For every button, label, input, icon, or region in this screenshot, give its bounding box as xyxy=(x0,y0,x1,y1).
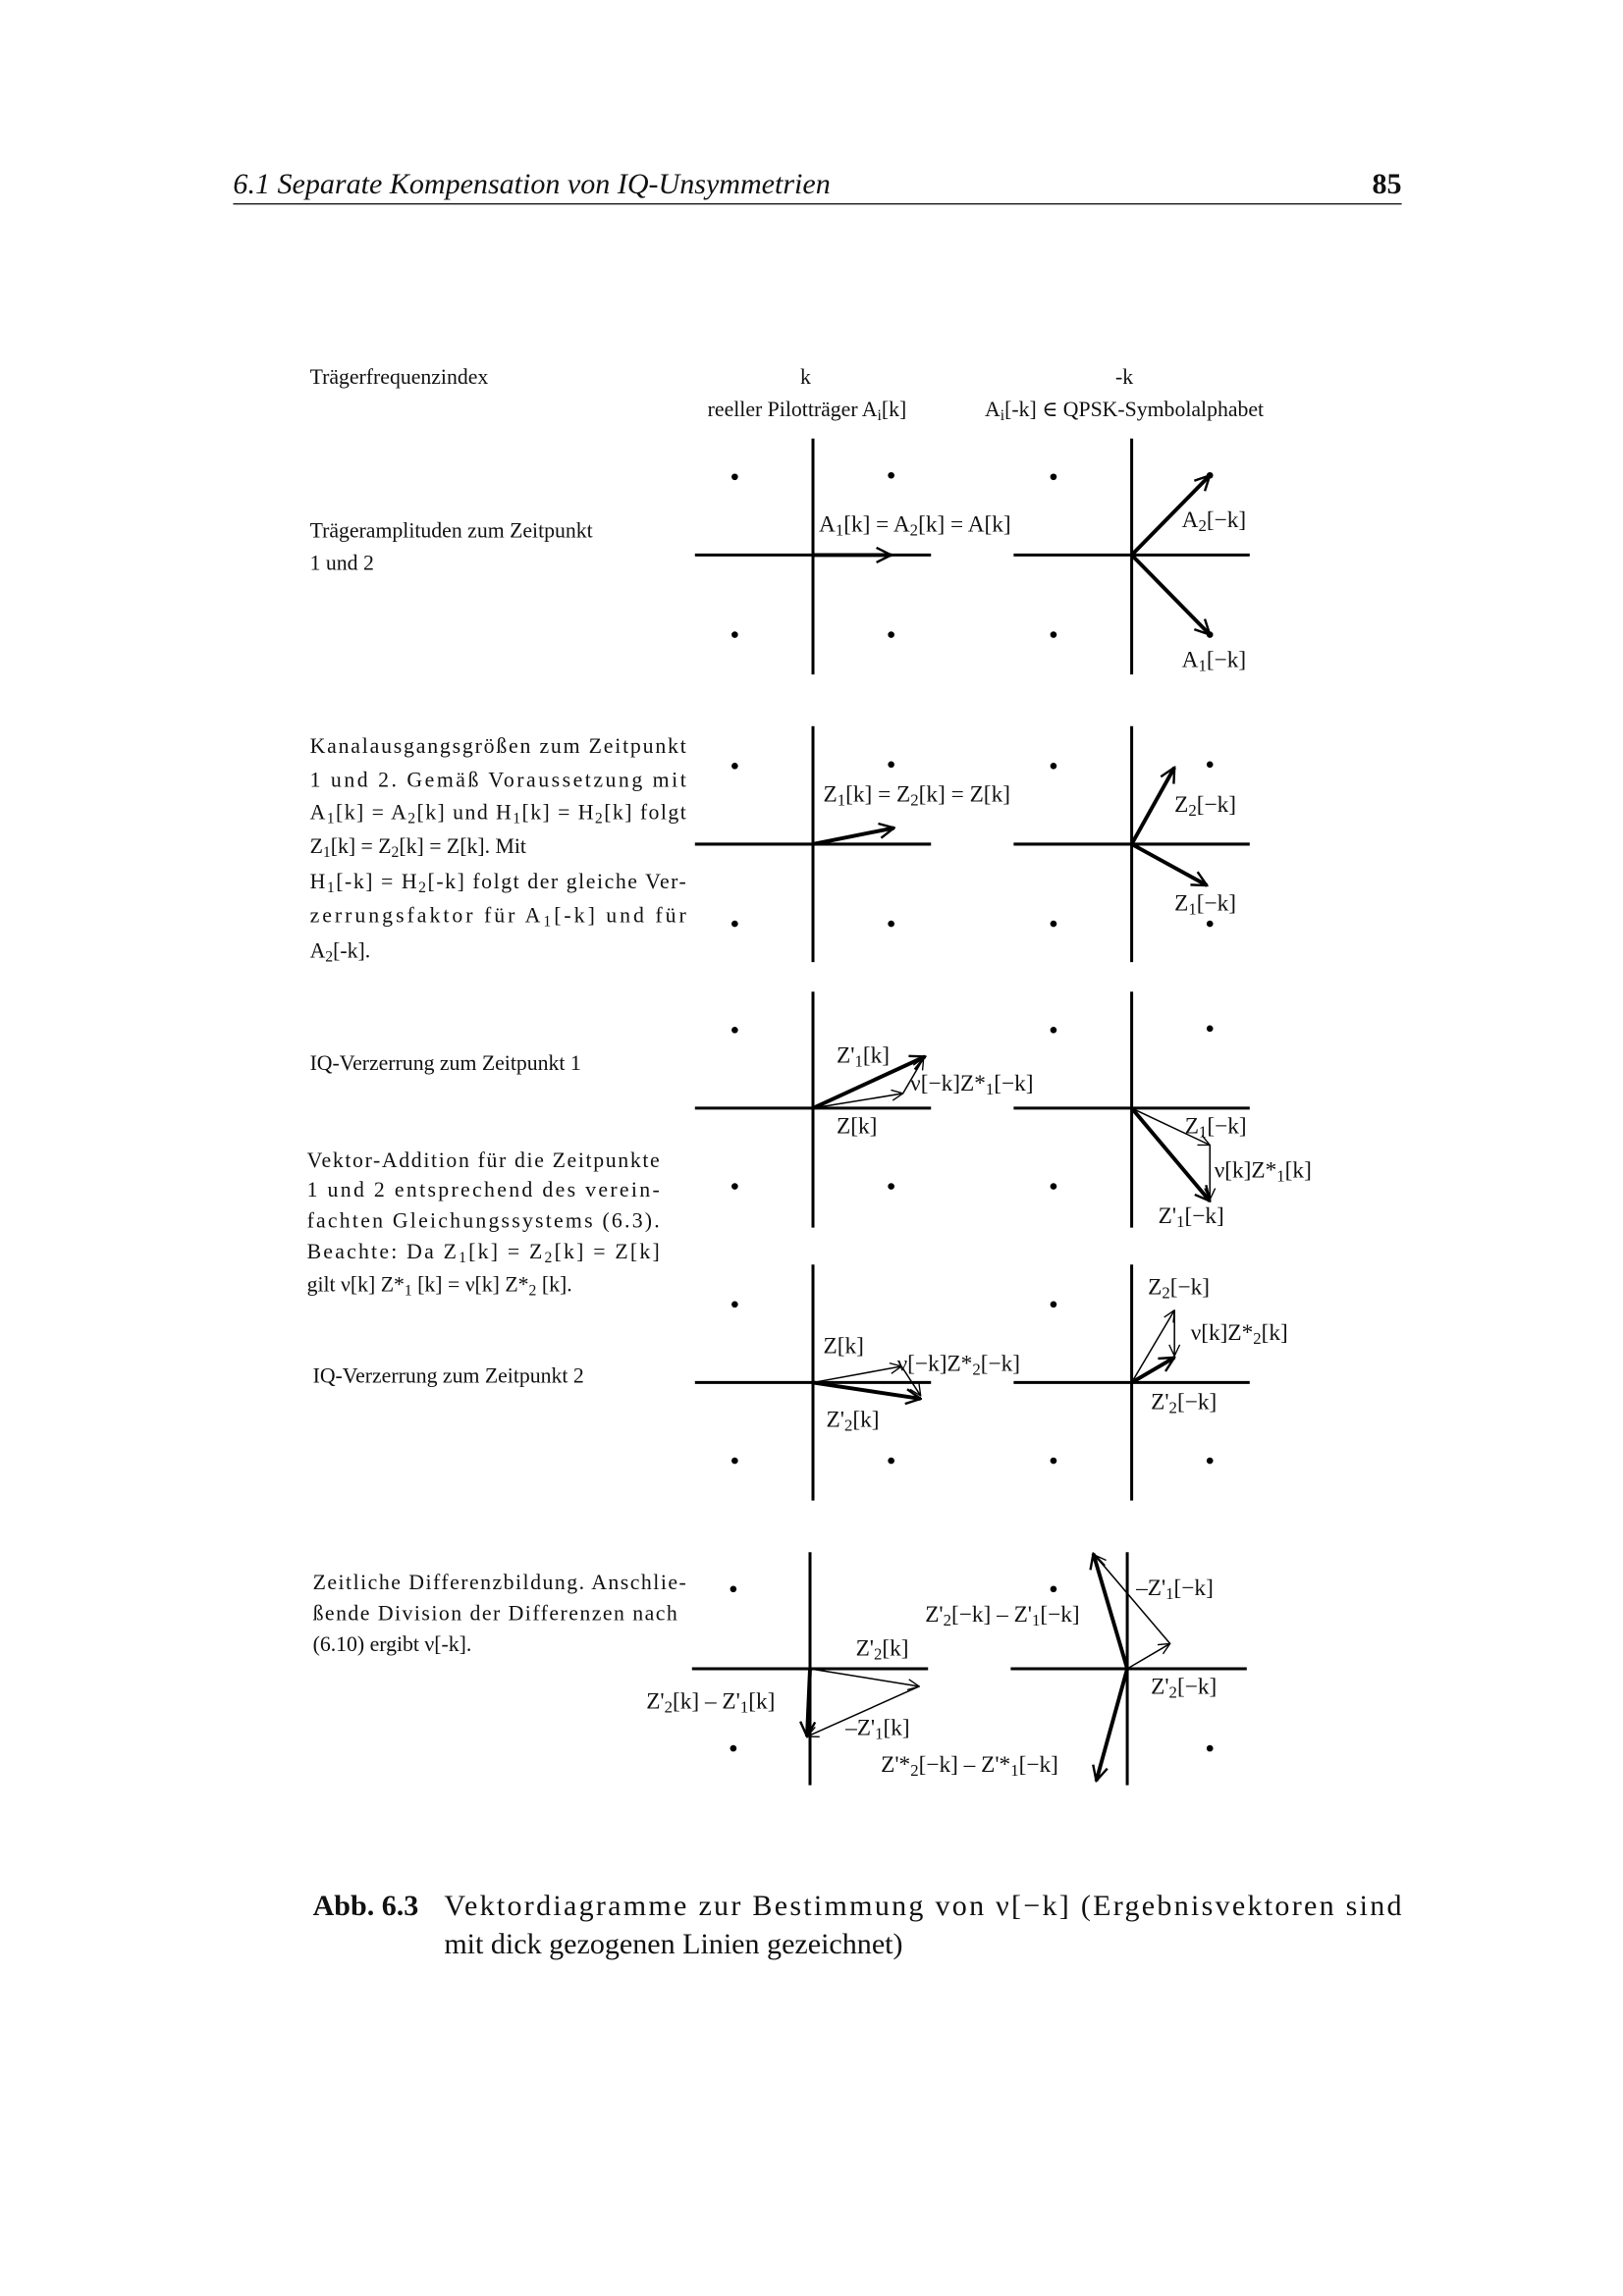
note-line: Vektor-Addition für die Zeitpunkte xyxy=(306,1148,660,1173)
caption-line: mit dick gezogenen Linien gezeichnet) xyxy=(444,1926,903,1960)
caption-line: Vektordiagramme zur Bestimmung von ν[−k] (Ergebnisvektoren sind xyxy=(444,1888,1402,1922)
column-desc-minus-k: Ai[-k] ∈ QPSK-Symbolalphabet xyxy=(985,398,1265,425)
vector-addition-note xyxy=(307,1148,660,1299)
constellation-dot xyxy=(731,1301,738,1308)
caption-label: Abb. 6.3 xyxy=(312,1888,419,1922)
vector-zp2-k xyxy=(813,1382,921,1399)
constellation-dot xyxy=(888,1458,894,1465)
note-line: fachten Gleichungssystems (6.3). xyxy=(306,1208,660,1233)
constellation-dot xyxy=(1207,921,1214,928)
constellation-dot xyxy=(1207,1745,1214,1752)
constellation-dot xyxy=(888,631,894,638)
row2-text-line: Kanalausgangsgrößen zum Zeitpunkt xyxy=(309,733,686,758)
label-z-k: Z[k] xyxy=(823,1333,864,1360)
label-z2-minus-k: Z2[−k] xyxy=(1148,1274,1211,1303)
label-minus-zp1-k: –Z'1[k] xyxy=(845,1715,910,1743)
column-head-minus-k: -k xyxy=(1115,365,1134,390)
label-a1-minus-k: A1[−k] xyxy=(1181,647,1247,675)
constellation-dot xyxy=(1207,1025,1214,1032)
label-difference-k: Z'2[k] – Z'1[k] xyxy=(646,1688,776,1717)
label-zp2-minus-k: Z'2[−k] xyxy=(1151,1389,1217,1417)
label-zp2-k: Z'2[k] xyxy=(826,1407,880,1435)
constellation-dot xyxy=(888,472,894,479)
constellation-dot xyxy=(731,1458,738,1465)
label-z-k: Z[k] xyxy=(837,1113,878,1140)
constellation-dot xyxy=(888,921,894,928)
vector-z2-minus-k xyxy=(1132,768,1175,844)
page-number: 85 xyxy=(1372,167,1402,201)
label-zp2-minus-k: Z'2[−k] xyxy=(1151,1674,1217,1702)
label-z1-minus-k: Z1[−k] xyxy=(1184,1113,1247,1142)
constellation-dot xyxy=(731,1027,738,1034)
constellation-dot xyxy=(888,1183,894,1190)
label-z-k: Z1[k] = Z2[k] = Z[k] xyxy=(823,781,1010,810)
row5-text-line: Zeitliche Differenzbildung. Anschlie- xyxy=(312,1570,686,1594)
row2-diagram xyxy=(310,726,1250,966)
row1-text-line: Trägeramplituden zum Zeitpunkt xyxy=(309,518,593,543)
label-conjugate-difference: Z'*2[−k] – Z'*1[−k] xyxy=(881,1752,1058,1781)
constellation-dot xyxy=(1051,921,1057,928)
note-line: Beachte: Da Z 1 [k] = Z 2 [k] = Z[k] xyxy=(306,1240,660,1267)
label-nu-conj: ν[−k]Z*1[−k] xyxy=(910,1070,1034,1099)
label-minus-zp1-minus-k: –Z'1[−k] xyxy=(1136,1575,1214,1604)
label-z2-minus-k: Z2[−k] xyxy=(1174,791,1237,821)
running-header: 6.1 Separate Kompensation von IQ-Unsymmetrien xyxy=(233,167,831,201)
constellation-dot xyxy=(730,1745,737,1752)
constellation-dot xyxy=(1051,1586,1057,1593)
constellation-dot xyxy=(730,1586,737,1593)
constellation-dot xyxy=(1051,1458,1057,1465)
constellation-dot xyxy=(1051,1183,1057,1190)
label-a-k: A1[k] = A2[k] = A[k] xyxy=(819,511,1011,540)
constellation-dot xyxy=(1051,1301,1057,1308)
row3-title: IQ-Verzerrung zum Zeitpunkt 1 xyxy=(309,1050,581,1075)
label-difference-minus-k: Z'2[−k] – Z'1[−k] xyxy=(925,1601,1080,1630)
column-desc-k: reeller Pilotträger Ai[k] xyxy=(707,398,907,425)
constellation-dot xyxy=(731,473,738,480)
label-z1-minus-k: Z1[−k] xyxy=(1174,890,1237,919)
column-head-k: k xyxy=(800,365,811,390)
constellation-dot xyxy=(1207,1458,1214,1465)
constellation-dot xyxy=(1051,1027,1057,1034)
vector-z-k xyxy=(813,828,894,844)
label-nu-k-conj: ν[k]Z*1[k] xyxy=(1214,1157,1312,1186)
row5-text-line: ßende Division der Differenzen nach xyxy=(312,1601,677,1626)
constellation-dot xyxy=(731,763,738,770)
row4-title: IQ-Verzerrung zum Zeitpunkt 2 xyxy=(312,1363,584,1388)
label-nu-conj: ν[−k]Z*2[−k] xyxy=(896,1351,1021,1379)
label-zp1-minus-k: Z'1[−k] xyxy=(1158,1203,1224,1232)
row2-text-line: zerrungsfaktor für A 1 [-k] und für xyxy=(309,903,686,931)
vector-a1-minus-k xyxy=(1132,555,1211,634)
label-zp1-k: Z'1[k] xyxy=(837,1042,891,1071)
constellation-dot xyxy=(1051,763,1057,770)
row2-text-line: A2[-k]. xyxy=(309,938,371,966)
row5-text-line: (6.10) ergibt ν[-k]. xyxy=(312,1631,472,1656)
label-a2-minus-k: A2[−k] xyxy=(1181,507,1247,536)
row2-text-line: A1[k] = A2[k] und H1[k] = H2[k] folgt xyxy=(309,800,686,828)
vector-zp2-minus-k xyxy=(1132,1358,1175,1383)
row2-text-line: H 1 [-k] = H 2 [-k] folgt der gleiche Ver- xyxy=(309,870,686,897)
vector-difference-minus-k xyxy=(1094,1554,1128,1669)
constellation-dot xyxy=(1051,631,1057,638)
row4-diagram xyxy=(313,1264,1288,1500)
note-line: gilt ν[k] Z*1 [k] = ν[k] Z*2 [k]. xyxy=(306,1272,572,1300)
vector-z-k xyxy=(813,1366,901,1383)
row1-diagram xyxy=(310,439,1250,675)
constellation-dot xyxy=(731,631,738,638)
row5-diagram xyxy=(313,1552,1247,1785)
row2-text-line: Z1[k] = Z2[k] = Z[k]. Mit xyxy=(309,833,526,861)
vector-z1-minus-k xyxy=(1132,844,1208,885)
vector-zp2-k xyxy=(810,1669,919,1686)
row2-text-line: 1 und 2. Gemäß Voraussetzung mit xyxy=(309,768,686,792)
vector-conjugate-difference xyxy=(1097,1669,1128,1781)
vector-zp2-minus-k xyxy=(1127,1643,1170,1669)
constellation-dot xyxy=(731,921,738,928)
row-label-carrier-index: Trägerfrequenzindex xyxy=(309,365,489,390)
constellation-dot xyxy=(1051,473,1057,480)
label-zp2-k: Z'2[k] xyxy=(855,1635,909,1664)
row1-text-line: 1 und 2 xyxy=(309,551,374,575)
constellation-dot xyxy=(731,1183,738,1190)
note-line: 1 und 2 entsprechend des verein- xyxy=(306,1178,660,1202)
label-nu-k-conj: ν[k]Z*2[k] xyxy=(1190,1319,1288,1349)
constellation-dot xyxy=(888,761,894,768)
constellation-dot xyxy=(1207,761,1214,768)
